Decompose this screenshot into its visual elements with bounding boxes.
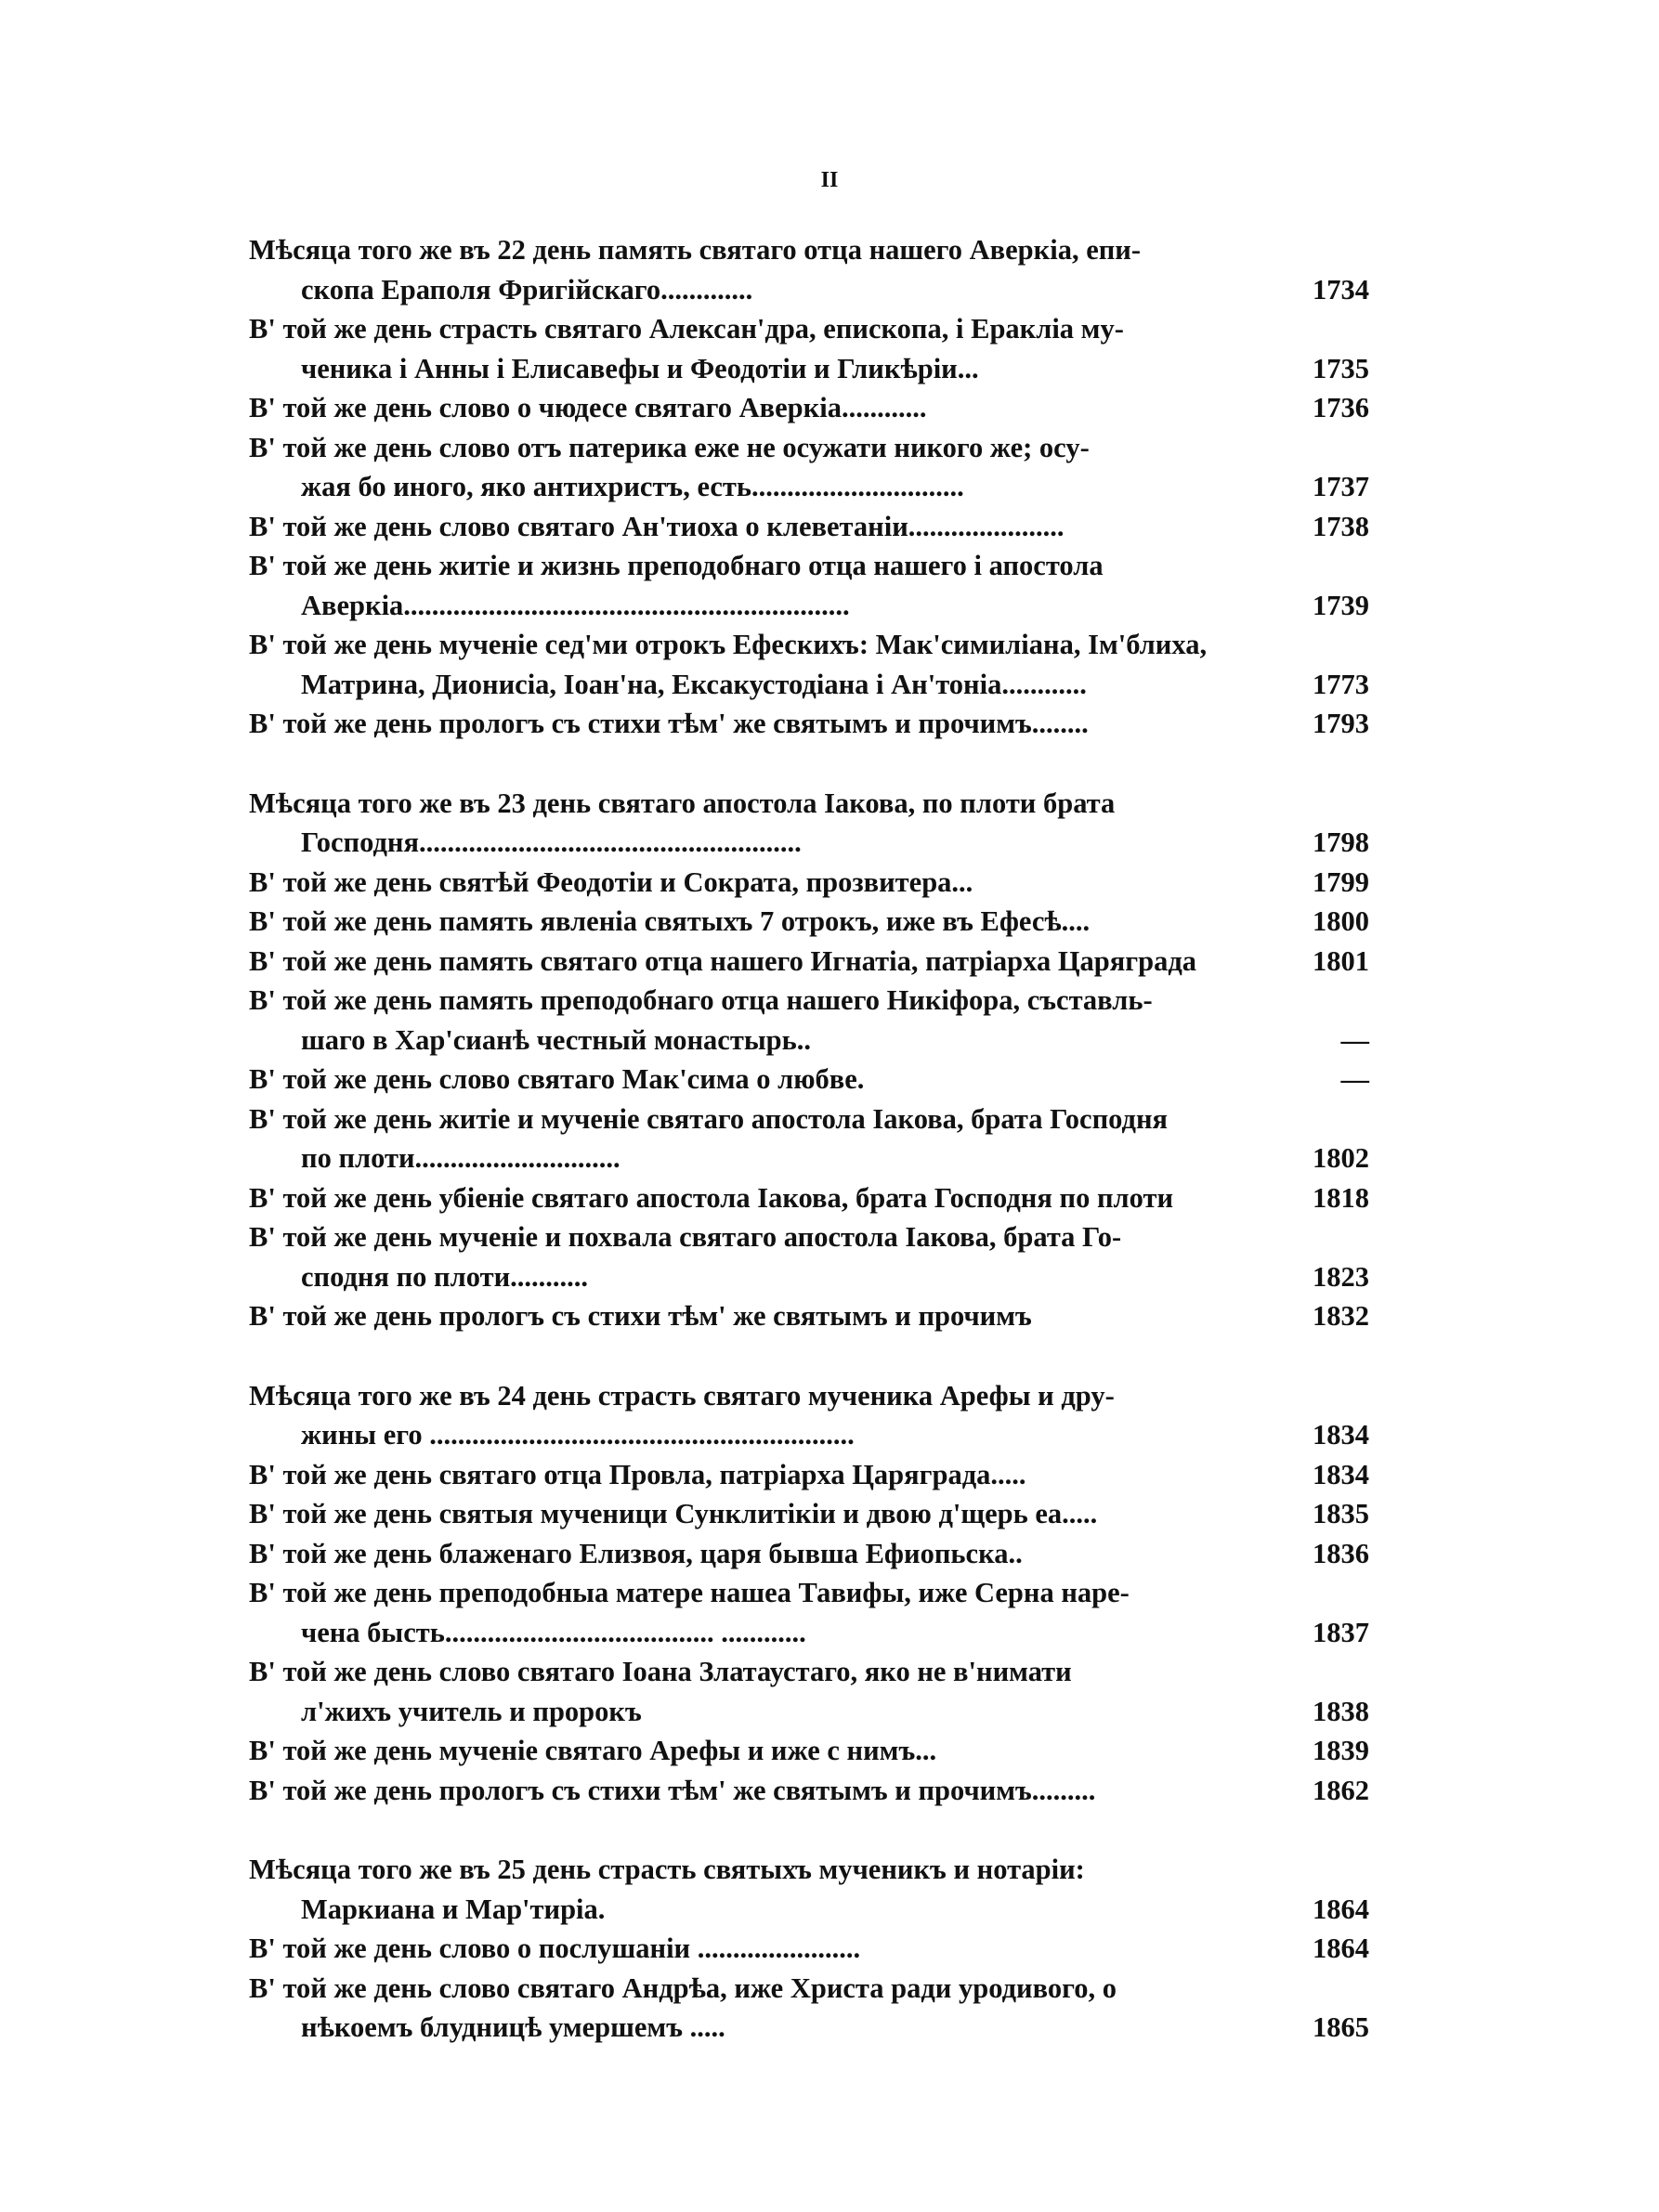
page-number: II [820, 168, 839, 192]
contents-entry [249, 1296, 1369, 1336]
contents-entry [249, 1217, 1369, 1296]
entry-title-line: В' той же день слово отъ патерика еже не осужати никого же; осу- [249, 431, 1090, 463]
entry-title-line: В' той же день мученіе сед'ми отрокъ Ефескихъ: Мак'симиліана, Ім'блиха, [249, 629, 1208, 660]
contents-entry [249, 428, 1369, 507]
entry-title [249, 1376, 1252, 1455]
contents-entry [249, 1573, 1369, 1652]
entry-title-continuation: Маркиана и Мар'тиріа. [301, 1893, 606, 1925]
entry-page-number: 1793 [1313, 708, 1369, 739]
entry-title-line: Мѣсяца того же въ 22 день память святаго отца нашего Аверкіа, епи- [249, 234, 1142, 266]
entry-title-continuation: ченика і Анны і Елисавефы и Феодотіи и Гликѣріи... [301, 352, 979, 384]
entry-title-continuation: жая бо иного, яко антихристъ, есть.............................. [301, 471, 964, 502]
entry-title-line: В' той же день блаженаго Елизвоя, царя бывша Ефиопьска.. [249, 1537, 1023, 1569]
entry-title-line: В' той же день святыя мученици Сунклитікіи и двою д'щерь еа..... [249, 1498, 1098, 1529]
contents-entry [249, 942, 1369, 982]
contents-entry [249, 863, 1369, 903]
entry-title [249, 1573, 1252, 1652]
contents-entry [249, 1494, 1369, 1534]
entry-page-number: 1738 [1313, 510, 1369, 542]
entry-title-continuation: жины его ............................................................ [301, 1419, 855, 1451]
entry-title [249, 1494, 1252, 1534]
entry-page-number: — [1340, 1023, 1369, 1056]
contents-section [249, 1376, 1369, 1811]
entry-title-line: В' той же день память святаго отца нашего Игнатіа, патріарха Царяграда [249, 944, 1197, 977]
entry-page-number: 1801 [1313, 944, 1369, 977]
entry-title-continuation: Матрина, Дионисіа, Іоан'на, Ексакустодіана і Ан'тоніа............ [301, 668, 1087, 700]
contents-entry [249, 1850, 1369, 1929]
entry-title-line: В' той же день мученіе и похвала святаго апостола Іакова, брата Го- [249, 1221, 1122, 1253]
entry-title-line: В' той же день страсть святаго Алексан'дра, епископа, і Ераклia му- [249, 313, 1124, 345]
entry-page-number: 1836 [1313, 1537, 1369, 1569]
entry-title [249, 1217, 1252, 1296]
contents-entry [249, 1534, 1369, 1574]
entry-page-number: 1800 [1313, 905, 1369, 937]
entry-page-number: 1802 [1313, 1142, 1369, 1174]
entry-page-number: 1823 [1313, 1260, 1369, 1293]
contents-entry [249, 704, 1369, 744]
entry-page-number: 1832 [1313, 1300, 1369, 1332]
entry-title-line: Мѣсяца того же въ 23 день святаго апостола Іакова, по плоти брата [249, 787, 1116, 819]
contents-entry [249, 1455, 1369, 1495]
contents-entry [249, 902, 1369, 942]
entry-title-continuation: нѣкоемъ блудницѣ умершемъ ..... [301, 2011, 725, 2043]
entry-title-line: В' той же день слово о послушаніи ....................... [249, 1932, 861, 1964]
entry-title-continuation: Господня...................................................... [301, 826, 802, 858]
contents-entry [249, 309, 1369, 388]
entry-title-line: В' той же день святѣй Феодотіи и Сократа, прозвитера... [249, 865, 973, 898]
contents-entry [249, 546, 1369, 625]
entry-title [249, 1771, 1252, 1811]
entry-page-number: 1798 [1313, 826, 1369, 858]
entry-page-number: 1839 [1313, 1735, 1369, 1766]
entry-title-line: В' той же день слово святаго Іоана Златаустаго, яко не в'нимати [249, 1656, 1072, 1687]
entry-title [249, 1929, 1252, 1969]
entry-title [249, 1850, 1252, 1929]
contents-entry [249, 1376, 1369, 1455]
entry-title-line: В' той же день житіе и мученіе святаго апостола Іакова, брата Господня [249, 1102, 1169, 1135]
entry-page-number: — [1340, 1063, 1369, 1095]
contents-entry [249, 625, 1369, 704]
entry-title [249, 309, 1252, 388]
contents-entry [249, 507, 1369, 547]
entry-title [249, 1455, 1252, 1495]
entry-title-line: В' той же день преподобныа матере нашеа Тавифы, иже Серна наре- [249, 1577, 1130, 1608]
entry-title-line: В' той же день прологъ съ стихи тѣм' же святымъ и прочимъ [249, 1300, 1032, 1332]
entry-title-line: В' той же день слово о чюдесе святаго Аверкіа............ [249, 392, 927, 423]
entry-title [249, 546, 1252, 625]
entry-title [249, 981, 1252, 1060]
entry-title [249, 1969, 1252, 2048]
contents-entry [249, 1771, 1369, 1811]
entry-title [249, 863, 1252, 903]
table-of-contents [249, 230, 1369, 2088]
contents-entry [249, 1929, 1369, 1969]
entry-page-number: 1818 [1313, 1181, 1369, 1214]
entry-title-continuation: скопа Ераполя Фригійскаго............. [301, 273, 753, 306]
entry-page-number: 1838 [1313, 1695, 1369, 1727]
entry-page-number: 1737 [1313, 471, 1369, 502]
entry-title [249, 1099, 1252, 1178]
contents-section [249, 1850, 1369, 2048]
entry-page-number: 1739 [1313, 589, 1369, 621]
entry-title [249, 902, 1252, 942]
contents-entry [249, 1099, 1369, 1178]
entry-title [249, 428, 1252, 507]
contents-entry [249, 1652, 1369, 1731]
entry-page-number: 1835 [1313, 1498, 1369, 1529]
entry-title [249, 704, 1252, 744]
entry-title-line: В' той же день память преподобнаго отца нашего Никіфора, съставль- [249, 984, 1153, 1016]
contents-entry [249, 388, 1369, 428]
entry-title [249, 625, 1252, 704]
entry-title [249, 1731, 1252, 1771]
contents-entry [249, 1969, 1369, 2048]
contents-entry [249, 1731, 1369, 1771]
entry-page-number: 1735 [1313, 352, 1369, 384]
entry-title [249, 230, 1252, 309]
entry-title-line: В' той же день житіе и жизнь преподобнаго отца нашего і апостола [249, 550, 1104, 581]
entry-title-continuation: шаго в Хар'сианѣ честный монастырь.. [301, 1023, 811, 1056]
entry-title-continuation: по плоти............................. [301, 1142, 620, 1174]
entry-page-number: 1736 [1313, 392, 1369, 423]
contents-entry [249, 1060, 1369, 1099]
entry-title-line: В' той же день мученіе святаго Арефы и иже с нимъ... [249, 1735, 937, 1766]
entry-title [249, 1652, 1252, 1731]
entry-title-line: В' той же день прологъ съ стихи тѣм' же святымъ и прочимъ......... [249, 1774, 1096, 1806]
entry-title [249, 942, 1252, 982]
entry-title-line: В' той же день убіеніе святаго апостола Іакова, брата Господня по плоти [249, 1181, 1174, 1214]
entry-title-line: В' той же день слово святаго Мак'сима о любве. [249, 1063, 865, 1095]
entry-title [249, 1296, 1252, 1336]
entry-page-number: 1799 [1313, 865, 1369, 898]
contents-entry [249, 981, 1369, 1060]
entry-title [249, 388, 1252, 428]
entry-title-continuation: сподня по плоти........... [301, 1260, 589, 1293]
entry-page-number: 1864 [1313, 1932, 1369, 1964]
contents-entry [249, 230, 1369, 309]
contents-entry [249, 784, 1369, 863]
entry-title-line: В' той же день прологъ съ стихи тѣм' же святымъ и прочимъ........ [249, 708, 1089, 739]
entry-title-line: В' той же день святаго отца Провла, патріарха Царяграда..... [249, 1458, 1026, 1490]
entry-title-line: В' той же день слово святаго Андрѣа, иже Христа ради уродивого, о [249, 1971, 1117, 2004]
contents-entry [249, 1178, 1369, 1218]
entry-title [249, 1060, 1252, 1099]
entry-title-continuation: л'жихъ учитель и пророкъ [301, 1695, 642, 1727]
entry-title-line: Мѣсяца того же въ 24 день страсть святаго мученика Арефы и дру- [249, 1379, 1115, 1412]
entry-page-number: 1862 [1313, 1774, 1369, 1806]
entry-title-line: В' той же день слово святаго Ан'тиоха о клеветаніи...................... [249, 510, 1065, 542]
entry-page-number: 1834 [1313, 1419, 1369, 1451]
entry-page-number: 1865 [1313, 2011, 1369, 2043]
entry-page-number: 1834 [1313, 1458, 1369, 1490]
contents-section [249, 784, 1369, 1336]
contents-section [249, 230, 1369, 744]
entry-title [249, 1178, 1252, 1218]
entry-title-line: Мѣсяца того же въ 25 день страсть святыхъ мученикъ и нотаріи: [249, 1854, 1085, 1885]
entry-page-number: 1734 [1313, 273, 1369, 306]
entry-title-continuation: чена бысть...................................... ............ [301, 1616, 806, 1648]
entry-title [249, 784, 1252, 863]
entry-title-continuation: Аверкіа............................................................... [301, 589, 850, 621]
entry-title [249, 1534, 1252, 1574]
entry-page-number: 1864 [1313, 1893, 1369, 1925]
entry-page-number: 1773 [1313, 668, 1369, 700]
entry-title [249, 507, 1252, 547]
entry-page-number: 1837 [1313, 1616, 1369, 1648]
entry-title-line: В' той же день память явленіа святыхъ 7 отрокъ, иже въ Ефесѣ.... [249, 905, 1091, 937]
